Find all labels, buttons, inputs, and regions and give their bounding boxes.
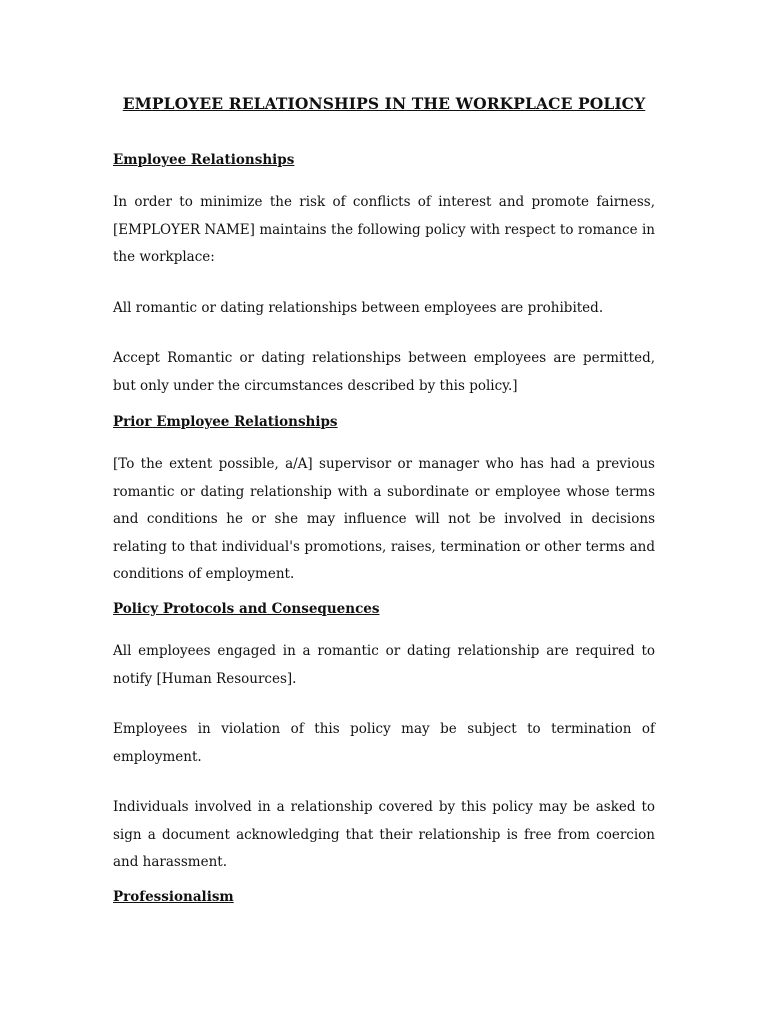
section-heading-employee-relationships: Employee Relationships (113, 152, 295, 168)
section-heading-policy-protocols: Policy Protocols and Consequences (113, 601, 380, 617)
paragraph: All romantic or dating relationships between employees are prohibited. (113, 300, 604, 316)
paragraph: Accept Romantic or dating relationships between employees are permitted, but only under the circumstances described by this policy.] (113, 350, 655, 394)
paragraph: [To the extent possible, a/A] supervisor or manager who has had a previous romantic or dating relationship with a subordinate or employee whose terms and conditions he or she may influence will not be involved in decisions relating to that individual's promotions, raises, termination or other terms and conditions of employment. (113, 456, 655, 582)
section-heading-prior-employee-relationships: Prior Employee Relationships (113, 414, 338, 430)
paragraph: In order to minimize the risk of conflicts of interest and promote fairness, [EMPLOYER NAME] maintains the following policy with respect to romance in the workplace: (113, 194, 655, 265)
paragraph: Individuals involved in a relationship covered by this policy may be asked to sign a document acknowledging that their relationship is free from coercion and harassment. (113, 799, 655, 870)
paragraph: All employees engaged in a romantic or dating relationship are required to notify [Human Resources]. (113, 643, 655, 687)
paragraph: Employees in violation of this policy may be subject to termination of employment. (113, 721, 655, 765)
section-heading-professionalism: Professionalism (113, 889, 234, 905)
document-title: EMPLOYEE RELATIONSHIPS IN THE WORKPLACE POLICY (122, 94, 646, 113)
